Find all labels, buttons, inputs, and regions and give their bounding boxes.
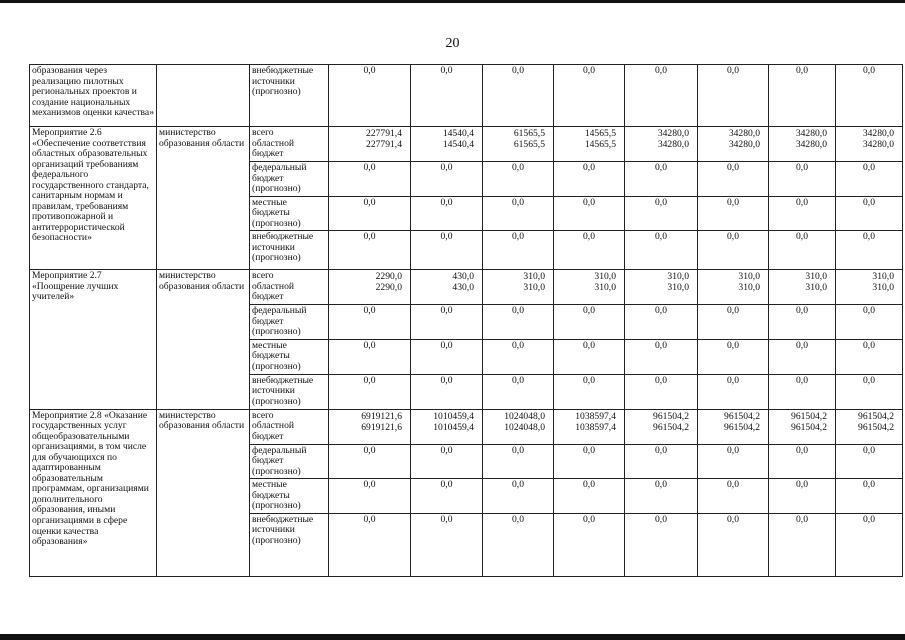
value-cell: 0,0: [411, 65, 483, 127]
value-cell: 0,0: [836, 339, 903, 374]
value-cell: 0,0: [329, 444, 411, 479]
measure-name: Мероприятие 2.7 «Поощрение лучших учителей»: [30, 270, 157, 409]
value-cell: 0,0: [769, 339, 836, 374]
value-cell: 0,0: [836, 65, 903, 127]
executor: министерство образования области: [157, 409, 250, 576]
value-cell: 0,0: [769, 513, 836, 576]
source-label-total: всего: [252, 409, 274, 421]
value-cell: 310,0 310,0: [554, 270, 625, 305]
value-cell: 0,0: [411, 513, 483, 576]
value-cell: 34280,0 34280,0: [836, 127, 903, 162]
value-cell: 0,0: [554, 444, 625, 479]
value-cell: 0,0: [329, 479, 411, 514]
value-cell: 0,0: [769, 162, 836, 197]
value-cell: 0,0: [554, 479, 625, 514]
source-label-regional: областной бюджет: [252, 280, 295, 303]
value-cell: 0,0: [836, 196, 903, 231]
value-cell: 310,0 310,0: [836, 270, 903, 305]
value-cell: 0,0: [625, 162, 698, 197]
value-cell: 0,0: [698, 162, 769, 197]
source-label: федеральный бюджет (прогнозно): [250, 444, 329, 479]
value-cell: 961504,2 961504,2: [698, 409, 769, 444]
value-cell: 0,0: [554, 231, 625, 270]
value-cell: 0,0: [769, 231, 836, 270]
value-cell: 0,0: [769, 305, 836, 340]
value-cell: 0,0: [483, 444, 554, 479]
source-label: внебюджетные источники (прогнозно): [250, 65, 329, 127]
value-cell: 0,0: [411, 162, 483, 197]
value-cell: 0,0: [698, 339, 769, 374]
value-cell: 961504,2 961504,2: [836, 409, 903, 444]
value-cell: 0,0: [329, 65, 411, 127]
budget-table: [29, 64, 903, 577]
value-cell: 0,0: [483, 231, 554, 270]
measure-name: Мероприятие 2.6 «Обеспечение соответствия областных образовательных организаций требованиям федерального государственного стандарта, санитарным нормам и правилам, требованиям противопожарной и антитеррористической безопасности»: [30, 127, 157, 270]
value-cell: 1024048,0 1024048,0: [483, 409, 554, 444]
value-cell: 0,0: [554, 374, 625, 409]
source-label: местные бюджеты (прогнозно): [250, 196, 329, 231]
source-label-regional: областной бюджет: [252, 420, 295, 442]
value-cell: 6919121,6 6919121,6: [329, 409, 411, 444]
value-cell: 0,0: [836, 479, 903, 514]
value-cell: 0,0: [483, 374, 554, 409]
value-cell: 0,0: [769, 479, 836, 514]
value-cell: 0,0: [483, 162, 554, 197]
source-label: [250, 409, 329, 444]
executor: [157, 65, 250, 127]
value-cell: 0,0: [698, 231, 769, 270]
value-cell: 310,0 310,0: [698, 270, 769, 305]
value-cell: 0,0: [554, 513, 625, 576]
table-row: [30, 270, 903, 305]
value-cell: 0,0: [329, 231, 411, 270]
value-cell: 14540,4 14540,4: [411, 127, 483, 162]
value-cell: 2290,0 2290,0: [329, 270, 411, 305]
source-label: федеральный бюджет (прогнозно): [250, 162, 329, 197]
value-cell: 0,0: [625, 374, 698, 409]
value-cell: 310,0 310,0: [483, 270, 554, 305]
value-cell: 310,0 310,0: [769, 270, 836, 305]
value-cell: 0,0: [483, 65, 554, 127]
value-cell: 0,0: [483, 339, 554, 374]
value-cell: 0,0: [554, 65, 625, 127]
value-cell: 0,0: [625, 65, 698, 127]
measure-name: образования через реализацию пилотных региональных проектов и создание национальных механизмов оценки качества»: [30, 65, 157, 127]
table-row: [30, 409, 903, 444]
value-cell: 0,0: [554, 162, 625, 197]
value-cell: 0,0: [554, 305, 625, 340]
value-cell: 0,0: [625, 231, 698, 270]
value-cell: 0,0: [411, 196, 483, 231]
value-cell: 430,0 430,0: [411, 270, 483, 305]
source-label: внебюджетные источники (прогнозно): [250, 513, 329, 576]
source-label: местные бюджеты (прогнозно): [250, 479, 329, 514]
source-label: [250, 127, 329, 162]
source-label-total: всего: [252, 127, 274, 138]
source-label: федеральный бюджет (прогнозно): [250, 305, 329, 340]
value-cell: 0,0: [769, 196, 836, 231]
source-label: внебюджетные источники (прогнозно): [250, 374, 329, 409]
value-cell: 0,0: [329, 196, 411, 231]
value-cell: 0,0: [554, 196, 625, 231]
value-cell: 0,0: [769, 444, 836, 479]
value-cell: 0,0: [483, 479, 554, 514]
value-cell: 961504,2 961504,2: [625, 409, 698, 444]
value-cell: 0,0: [698, 374, 769, 409]
value-cell: 227791,4 227791,4: [329, 127, 411, 162]
value-cell: 0,0: [698, 305, 769, 340]
value-cell: 0,0: [329, 162, 411, 197]
value-cell: 0,0: [329, 513, 411, 576]
value-cell: 34280,0 34280,0: [625, 127, 698, 162]
value-cell: 0,0: [836, 513, 903, 576]
value-cell: 0,0: [698, 196, 769, 231]
table-row: [30, 65, 903, 127]
value-cell: 0,0: [698, 444, 769, 479]
value-cell: 0,0: [554, 339, 625, 374]
value-cell: 14565,5 14565,5: [554, 127, 625, 162]
value-cell: 0,0: [483, 196, 554, 231]
value-cell: 0,0: [625, 479, 698, 514]
value-cell: 0,0: [483, 513, 554, 576]
value-cell: 0,0: [698, 65, 769, 127]
source-label-regional: областной бюджет: [252, 137, 295, 160]
value-cell: 1010459,4 1010459,4: [411, 409, 483, 444]
value-cell: 0,0: [625, 305, 698, 340]
value-cell: 0,0: [411, 305, 483, 340]
measure-name: Мероприятие 2.8 «Оказание государственных услуг общеобразовательными организациями, в том числе для обучающихся по адаптированным образовательным программам, организациями дополнительного образования, иными организациями в сфере оценки качества образования»: [30, 409, 157, 576]
value-cell: 0,0: [483, 305, 554, 340]
source-label: [250, 270, 329, 305]
value-cell: 34280,0 34280,0: [698, 127, 769, 162]
value-cell: 0,0: [411, 444, 483, 479]
value-cell: 0,0: [329, 374, 411, 409]
value-cell: 0,0: [625, 513, 698, 576]
bottom-rule: [0, 634, 905, 640]
executor: министерство образования области: [157, 270, 250, 409]
value-cell: 0,0: [769, 65, 836, 127]
value-cell: 0,0: [411, 479, 483, 514]
top-rule: [0, 0, 905, 3]
value-cell: 34280,0 34280,0: [769, 127, 836, 162]
source-label-total: всего: [252, 270, 274, 282]
value-cell: 0,0: [698, 513, 769, 576]
source-label: внебюджетные источники (прогнозно): [250, 231, 329, 270]
source-label: местные бюджеты (прогнозно): [250, 339, 329, 374]
value-cell: 0,0: [698, 479, 769, 514]
value-cell: 61565,5 61565,5: [483, 127, 554, 162]
value-cell: 0,0: [625, 444, 698, 479]
page-number: 20: [445, 36, 460, 51]
value-cell: 0,0: [329, 305, 411, 340]
value-cell: 0,0: [836, 231, 903, 270]
value-cell: 0,0: [836, 374, 903, 409]
value-cell: 0,0: [836, 444, 903, 479]
value-cell: 0,0: [836, 305, 903, 340]
value-cell: 0,0: [411, 374, 483, 409]
value-cell: 310,0 310,0: [625, 270, 698, 305]
value-cell: 961504,2 961504,2: [769, 409, 836, 444]
value-cell: 0,0: [769, 374, 836, 409]
value-cell: 0,0: [411, 339, 483, 374]
value-cell: 1038597,4 1038597,4: [554, 409, 625, 444]
table-row: [30, 127, 903, 162]
value-cell: 0,0: [625, 339, 698, 374]
value-cell: 0,0: [411, 231, 483, 270]
value-cell: 0,0: [625, 196, 698, 231]
executor: министерство образования области: [157, 127, 250, 270]
value-cell: 0,0: [836, 162, 903, 197]
value-cell: 0,0: [329, 339, 411, 374]
